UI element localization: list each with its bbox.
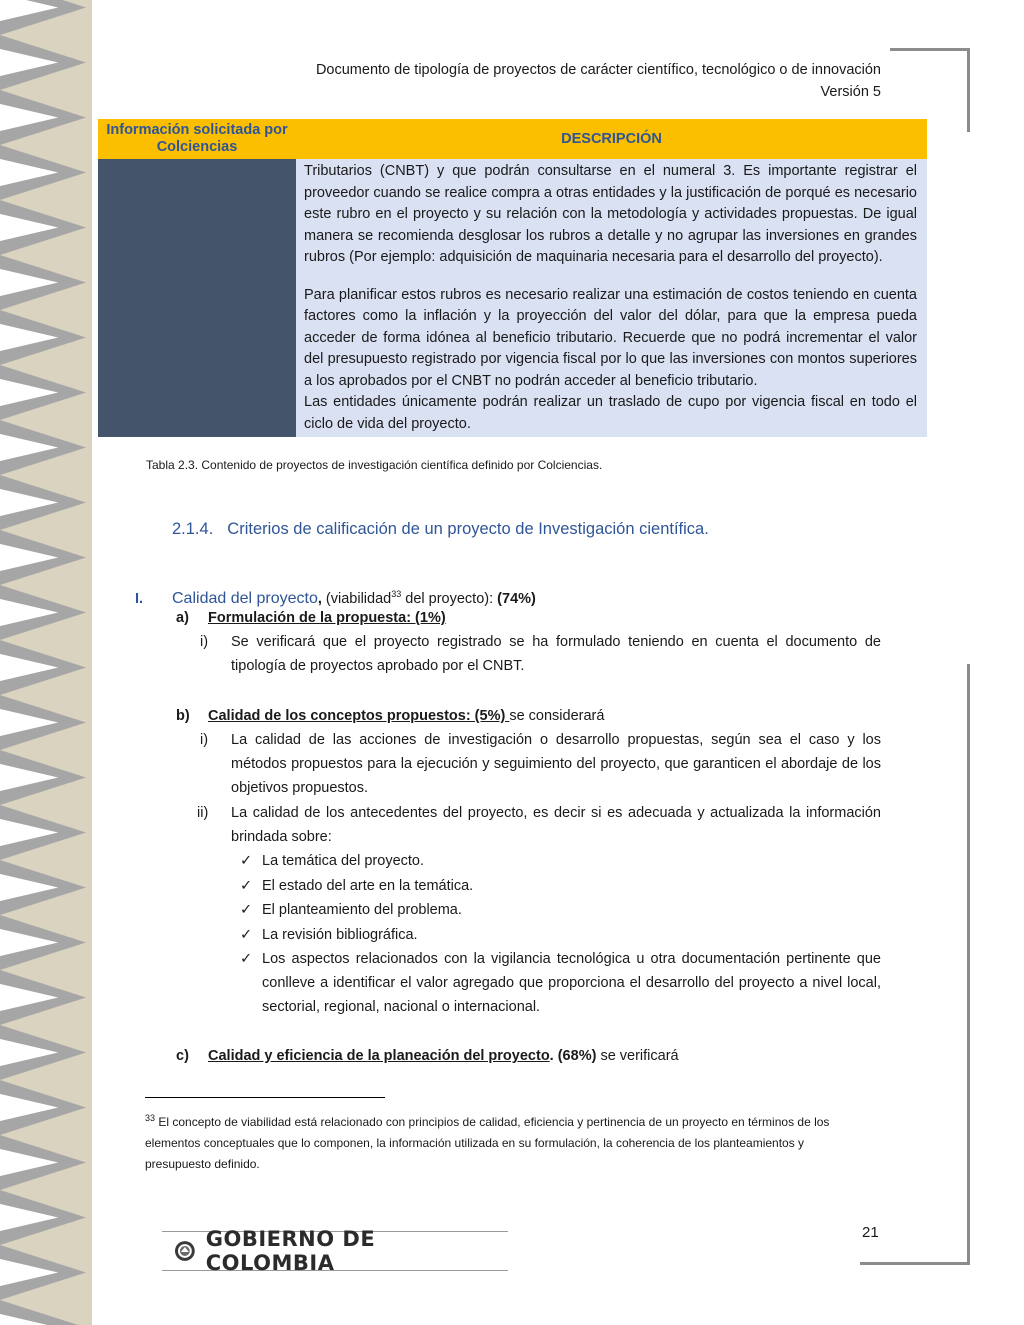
table-paragraph-3: Las entidades únicamente podrán realizar un traslado de cupo por vigencia fiscal en todo el ciclo de vida del proyecto.	[304, 394, 917, 432]
table-header-description: DESCRIPCIÓN	[296, 119, 927, 159]
item-b-label: b)	[176, 708, 190, 724]
page-number: 21	[862, 1224, 879, 1241]
check-item: ✓ La temática del proyecto.	[240, 849, 424, 873]
table-paragraph-2: Para planificar estos rubros es necesario realizar una estimación de costos teniendo en cuenta factores como la inflación y la proyección del valor del dólar, para que la empresa pueda acceder de forma idónea al beneficio tributario. Recuerde que no podrá incrementar el valor del presupuesto registrado por vigencia fiscal por lo que las inversiones con montos superiores a los aprobados por el CNBT no podrán acceder al beneficio tributario.	[304, 286, 917, 389]
colombia-seal-icon	[174, 1240, 196, 1262]
check-item: ✓ El estado del arte en la temática.	[240, 874, 473, 898]
table-header-info: Información solicitada por Colciencias	[98, 119, 296, 159]
section-number: 2.1.4.	[172, 520, 214, 538]
checkmark-icon: ✓	[240, 902, 253, 918]
decorative-chevron-band	[0, 0, 92, 1325]
section-heading	[172, 520, 709, 539]
frame-right-top-line	[967, 48, 970, 132]
checkmark-icon: ✓	[240, 927, 253, 943]
item-b-title: Calidad de los conceptos propuestos: (5%)	[208, 708, 510, 724]
item-c-heading	[176, 1044, 679, 1068]
item-c-dot: .	[549, 1048, 554, 1064]
item-b-i-label: i)	[200, 732, 209, 748]
item-a-label: a)	[176, 610, 189, 626]
table-description-cell	[296, 159, 927, 437]
item-c-percent: (68%)	[553, 1048, 597, 1064]
government-logo	[162, 1227, 508, 1275]
check-item: ✓ El planteamiento del problema.	[240, 898, 462, 922]
table-paragraph-1: Tributarios (CNBT) y que podrán consultarse en el numeral 3. Es importante registrar el proveedor cuando se realice compra a otras entidades y la justificación de porqué es necesario este rubro en el proyecto y su relación con la metodología y actividades propuestas. De igual manera se recomienda desglosar los rubros a detalle y no agrupar las inversiones en grandes rubros (Por ejemplo: adquisición de maquinaria necesaria para el desarrollo del proyecto).	[304, 163, 917, 265]
check-item-long-text: Los aspectos relacionados con la vigilancia tecnológica u otra documentación pertinente que conlleve a identificar el valor agregado que proporciona el desarrollo del proyecto a nivel local, sectorial, regional, nacional o internacional.	[262, 951, 881, 1015]
item-b-suffix: se considerará	[509, 708, 605, 724]
frame-right-bottom-line	[967, 664, 970, 1264]
footnote-separator	[145, 1097, 385, 1098]
checkmark-icon: ✓	[240, 951, 253, 967]
item-b-i-text: La calidad de las acciones de investigación o desarrollo propuestas, según sea el caso y los métodos propuestos para la ejecución y seguimiento del proyecto, que garanticen el abordaje de los objetivos propuestos.	[231, 732, 881, 796]
content-table	[98, 119, 927, 437]
footnote-mark: 33	[145, 1113, 156, 1123]
item-a-i-label: i)	[200, 634, 209, 650]
checkmark-icon: ✓	[240, 878, 253, 894]
check-item	[240, 947, 881, 1019]
check-item: ✓ La revisión bibliográfica.	[240, 923, 418, 947]
table-caption: Tabla 2.3. Contenido de proyectos de investigación científica definido por Colciencias.	[146, 458, 603, 472]
criterion-roman: I.	[135, 590, 144, 607]
logo-text: GOBIERNO DE COLOMBIA	[205, 1227, 376, 1275]
item-c-label: c)	[176, 1048, 189, 1064]
section-title-text: Criterios de calificación de un proyecto de Investigación científica.	[227, 520, 709, 538]
item-c-title: Calidad y eficiencia de la planeación del proyecto	[208, 1048, 550, 1064]
document-version: Versión 5	[820, 84, 881, 100]
table-left-cell	[98, 159, 296, 437]
criterion-comma: ,	[317, 590, 322, 607]
frame-top-line	[890, 48, 970, 51]
item-a-heading	[176, 606, 446, 630]
footnote-ref: 33	[391, 589, 402, 599]
item-b-heading	[176, 704, 604, 728]
item-a-i-text: Se verificará que el proyecto registrado se ha formulado teniendo en cuenta el documento de tipología de proyectos aprobado por el CNBT.	[231, 634, 881, 674]
footnote-text: El concepto de viabilidad está relacionado con principios de calidad, eficiencia y pertinencia de un proyecto en términos de los elementos conceptuales que lo componen, la información utilizada en su formulación, la coherencia de los planteamientos y presupuesto definido.	[145, 1115, 830, 1171]
criterion-title: Calidad del proyecto	[172, 589, 318, 607]
footnote	[145, 1108, 860, 1175]
criterion-percent: (74%)	[497, 590, 536, 607]
item-b-ii-text: La calidad de los antecedentes del proyecto, es decir si es adecuada y actualizada la información brindada sobre:	[231, 805, 881, 845]
frame-bottom-line	[860, 1262, 970, 1265]
item-b-ii-label: ii)	[197, 805, 209, 821]
item-a-title: Formulación de la propuesta: (1%)	[208, 610, 446, 626]
criterion-pre: (viabilidad	[321, 590, 392, 607]
document-title: Documento de tipología de proyectos de carácter científico, tecnológico o de innovación	[315, 62, 881, 78]
criterion-post: del proyecto):	[401, 590, 498, 607]
checkmark-icon: ✓	[240, 853, 253, 869]
item-c-suffix: se verificará	[596, 1048, 679, 1064]
